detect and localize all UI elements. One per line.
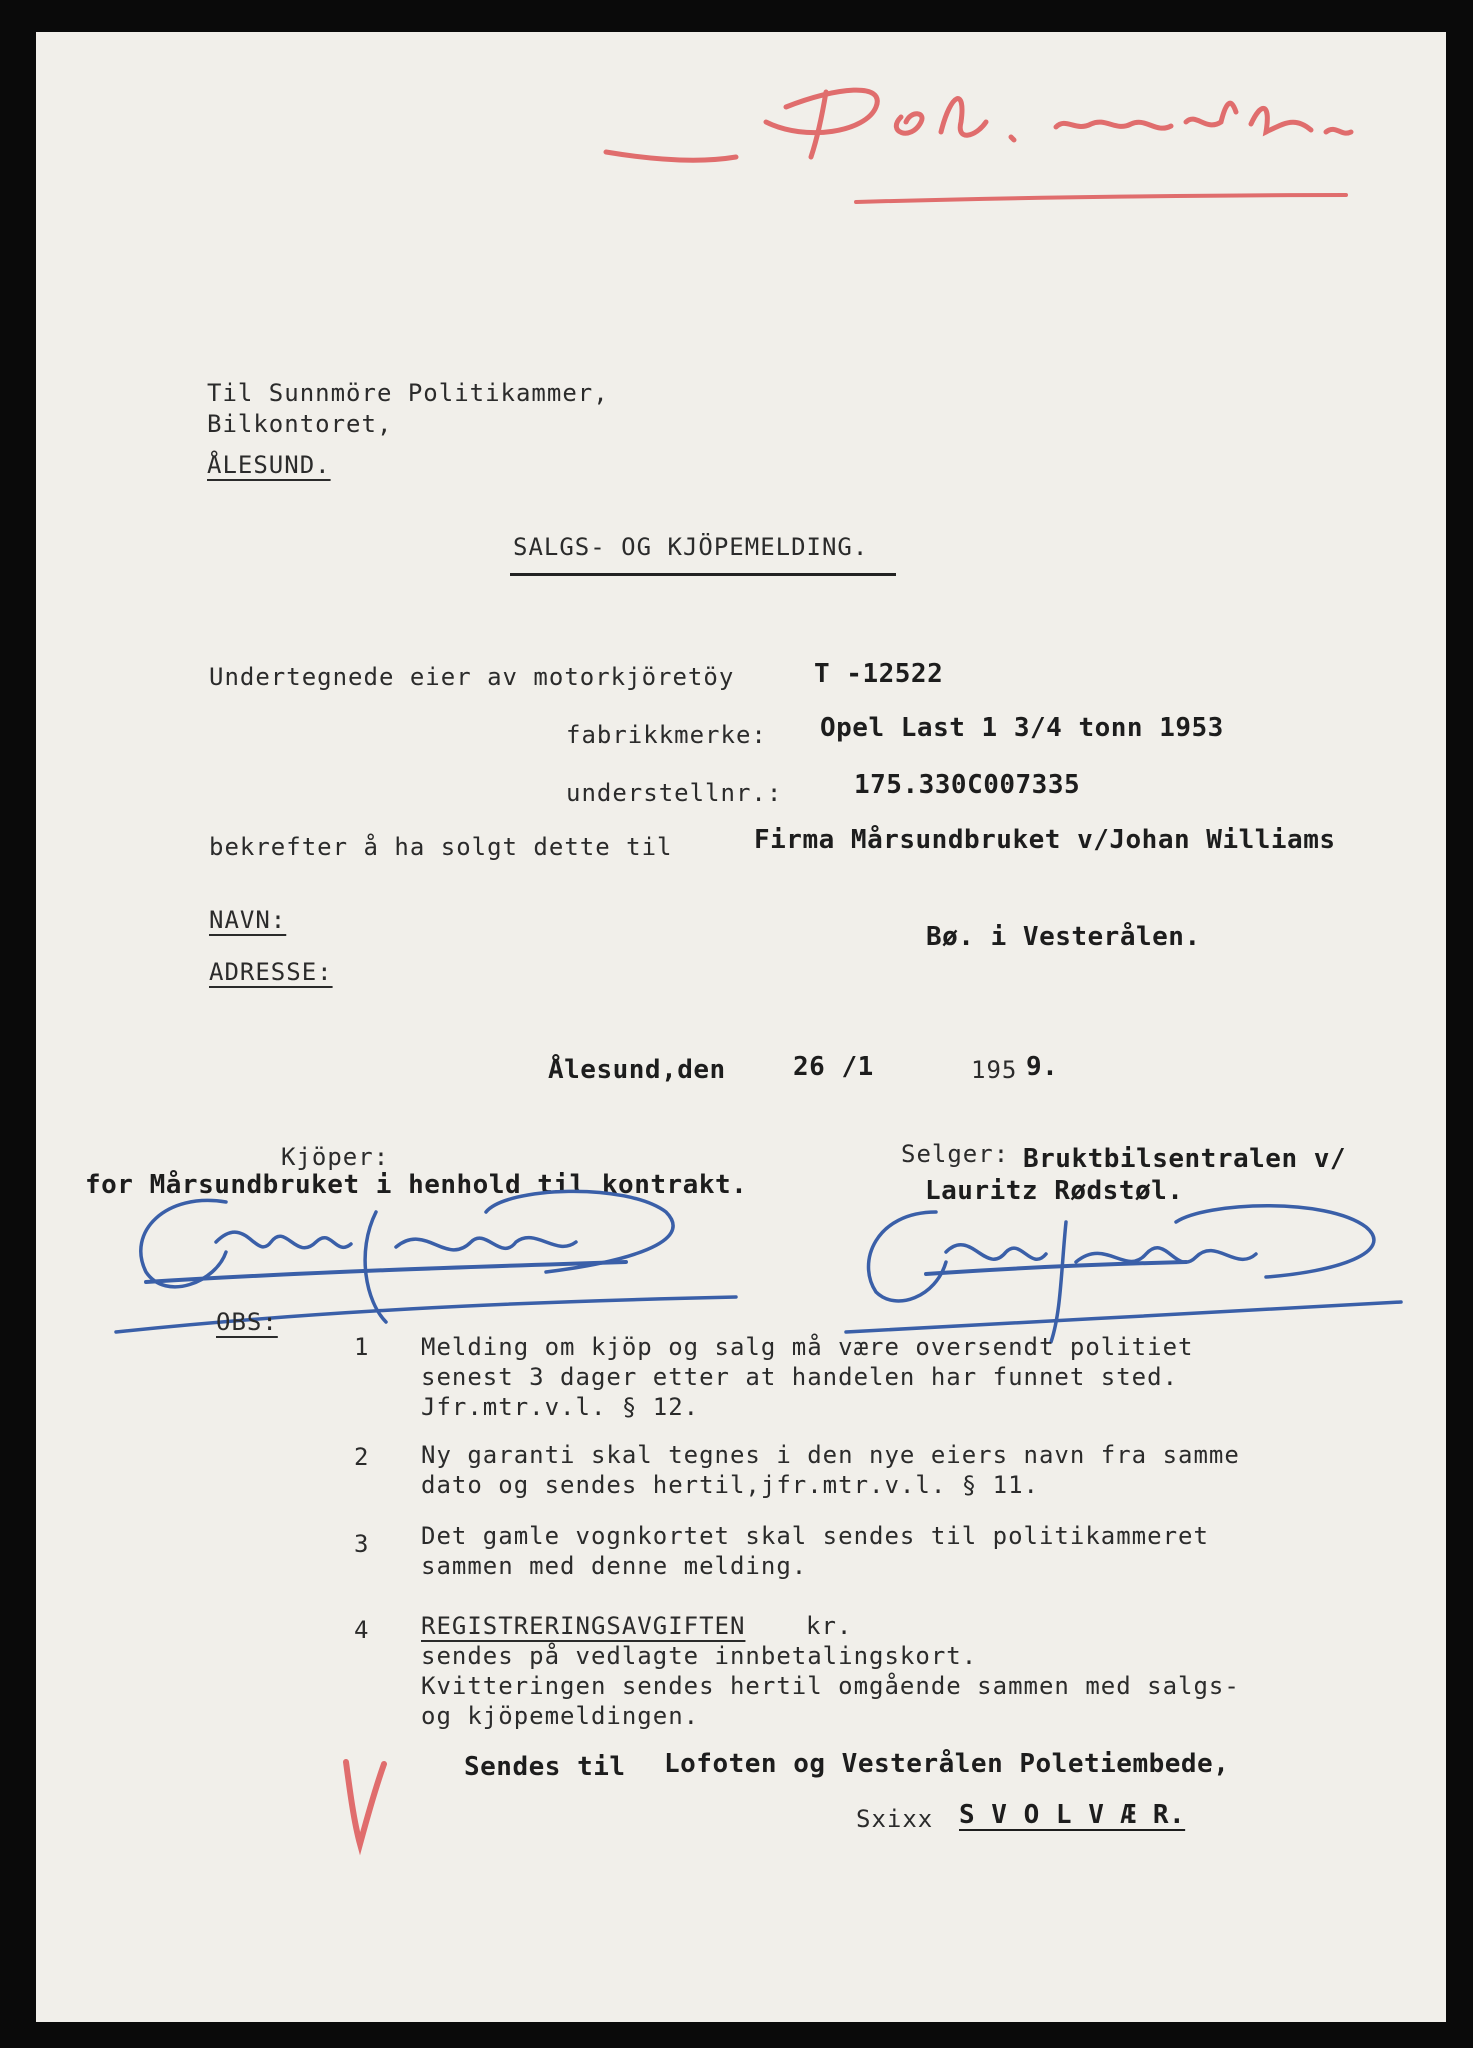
recipient-line-1: Til Sunnmöre Politikammer, [207, 379, 609, 407]
seller-label: Selger: [901, 1140, 1010, 1168]
document-title: SALGS- OG KJÖPEMELDING. [513, 533, 869, 561]
chassis-value: 175.330C007335 [854, 770, 1081, 800]
obs-item-1-line-2: senest 3 dager etter at handelen har funnet sted. [421, 1363, 1179, 1391]
obs-item-3-line-2: sammen med denne melding. [421, 1552, 808, 1580]
send-to-destination: Lofoten og Vesterålen Poletiembede, [664, 1749, 1230, 1779]
make-label: fabrikkmerke: [566, 721, 767, 749]
chassis-label: understellnr.: [566, 779, 783, 807]
send-to-prefix: Sendes til [464, 1752, 626, 1782]
obs-item-2-line-1: Ny garanti skal tegnes i den nye eiers navn fra samme [421, 1441, 1240, 1469]
make-value: Opel Last 1 3/4 tonn 1953 [820, 713, 1224, 743]
buyer-text: for Mårsundbruket i henhold til kontrakt. [85, 1170, 748, 1200]
red-annotation-scribble [726, 62, 1386, 212]
date-year-prefix: 195 [971, 1056, 1018, 1084]
seller-signature [846, 1182, 1406, 1342]
seller-line-2: Lauritz Rødstøl. [925, 1176, 1184, 1206]
date-year-digit: 9. [1026, 1052, 1059, 1082]
recipient-line-2: Bilkontoret, [207, 410, 393, 438]
confirm-label: bekrefter å ha solgt dette til [209, 833, 673, 861]
buyer-name-value: Firma Mårsundbruket v/Johan Williams [754, 825, 1336, 855]
obs-item-4-heading-suffix: kr. [806, 1612, 853, 1640]
recipient-city: ÅLESUND. [207, 451, 331, 479]
obs-item-2-line-2: dato og sendes hertil,jfr.mtr.v.l. § 11. [421, 1471, 1039, 1499]
title-underline [510, 573, 896, 576]
obs-item-1-line-1: Melding om kjöp og salg må være oversendt politiet [421, 1333, 1194, 1361]
send-to-struck: Sxixx [856, 1805, 934, 1833]
address-label: ADRESSE: [209, 958, 333, 986]
red-check-mark [336, 1752, 396, 1852]
obs-item-1-line-3: Jfr.mtr.v.l. § 12. [421, 1393, 700, 1421]
obs-item-2-number: 2 [354, 1443, 370, 1471]
obs-item-4-line-3: og kjöpemeldingen. [421, 1702, 700, 1730]
seller-line-1: Bruktbilsentralen v/ [1023, 1144, 1347, 1174]
obs-item-4-line-2: Kvitteringen sendes hertil omgående sammen med salgs- [421, 1672, 1240, 1700]
obs-item-4-line-1: sendes på vedlagte innbetalingskort. [421, 1642, 978, 1670]
registration-number: T -12522 [814, 659, 944, 689]
obs-item-3-number: 3 [354, 1530, 370, 1558]
obs-item-3-line-1: Det gamle vognkortet skal sendes til politikammeret [421, 1522, 1209, 1550]
owner-label: Undertegnede eier av motorkjöretöy [209, 663, 735, 691]
address-value: Bø. i Vesterålen. [926, 922, 1201, 952]
obs-item-1-number: 1 [354, 1333, 370, 1361]
date-day-month: 26 /1 [793, 1052, 874, 1082]
buyer-signature [106, 1172, 746, 1332]
document-page [36, 32, 1446, 2022]
date-place: Ålesund,den [548, 1055, 726, 1085]
obs-label: OBS: [216, 1308, 278, 1336]
obs-item-4-heading: REGISTRERINGSAVGIFTEN [421, 1612, 746, 1640]
obs-item-4-number: 4 [354, 1616, 370, 1644]
name-label: NAVN: [209, 906, 287, 934]
buyer-label: Kjöper: [281, 1143, 390, 1171]
send-to-town: S V O L V Æ R. [959, 1800, 1186, 1830]
